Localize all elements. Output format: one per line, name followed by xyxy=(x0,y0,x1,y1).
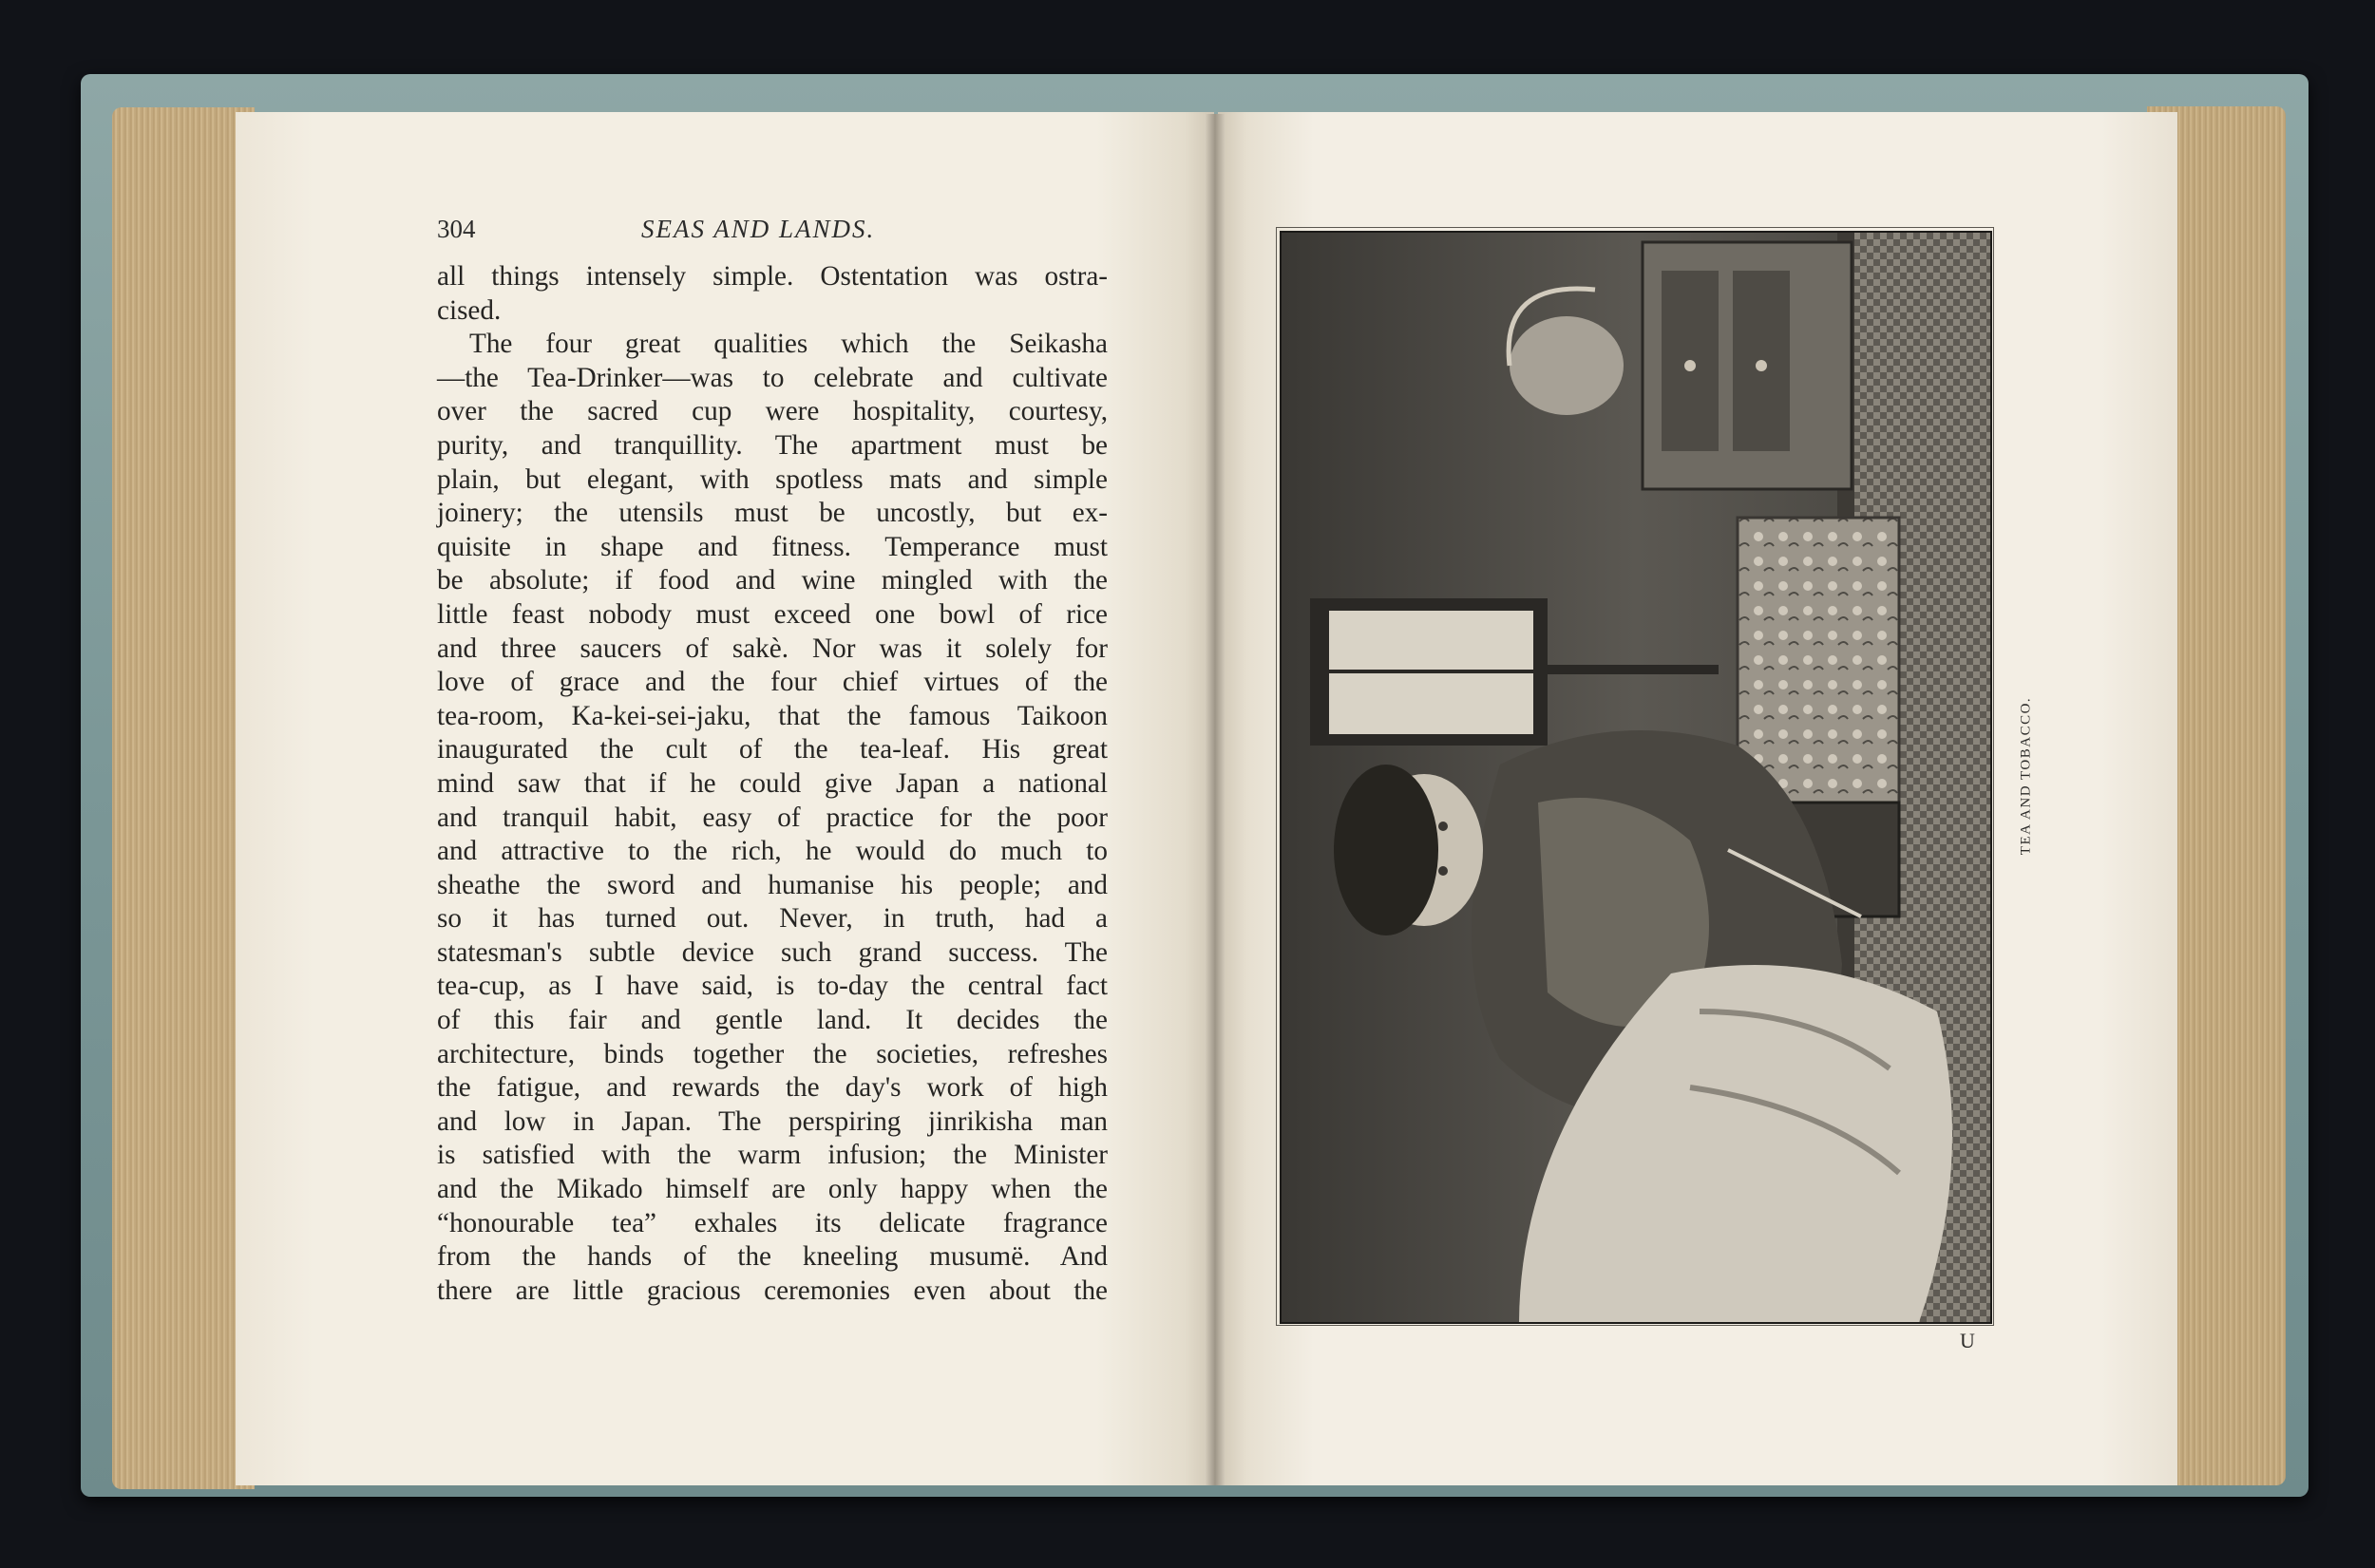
text-line: —the Tea-Drinker—was to celebrate and cultivate xyxy=(437,362,1108,393)
text-line: joinery; the utensils must be uncostly, but ex- xyxy=(437,498,1108,529)
text-line: little feast nobody must exceed one bowl of rice xyxy=(437,598,1108,630)
text-line: and attractive to the rich, he would do much to xyxy=(437,836,1108,867)
page-number: 304 xyxy=(437,215,476,243)
text-line: love of grace and the four chief virtues of the xyxy=(437,667,1108,698)
photographic-plate xyxy=(1280,231,1992,1324)
text-line: mind saw that if he could give Japan a national xyxy=(437,767,1108,799)
text-line: plain, but elegant, with spotless mats and simple xyxy=(437,463,1108,495)
text-line: and three saucers of sakè. Nor was it solely for xyxy=(437,633,1108,664)
text-line: sheathe the sword and humanise his people; and xyxy=(437,869,1108,900)
plate-caption: TEA AND TOBACCO. xyxy=(2018,696,2034,856)
text-line: of this fair and gentle land. It decides the xyxy=(437,1005,1108,1036)
text-line: be absolute; if food and wine mingled with the xyxy=(437,565,1108,596)
text-line: so it has turned out. Never, in truth, had a xyxy=(437,903,1108,935)
text-line: all things intensely simple. Ostentation was ostra- xyxy=(437,261,1108,292)
running-title: SEAS AND LANDS. xyxy=(641,215,876,243)
text-line: quisite in shape and fitness. Temperance must xyxy=(437,531,1108,562)
text-line: and the Mikado himself are only happy when the xyxy=(437,1174,1108,1205)
text-line: from the hands of the kneeling musumë. And xyxy=(437,1241,1108,1273)
text-line: architecture, binds together the societies, refreshes xyxy=(437,1038,1108,1069)
book-gutter xyxy=(1205,114,1226,1485)
text-line: statesman's subtle device such grand success. The xyxy=(437,936,1108,968)
text-line: is satisfied with the warm infusion; the Minister xyxy=(437,1140,1108,1171)
text-line: The four great qualities which the Seikasha xyxy=(469,329,1108,360)
text-line: there are little gracious ceremonies even about the xyxy=(437,1275,1108,1306)
text-line: and tranquil habit, easy of practice for the poor xyxy=(437,802,1108,833)
text-line: and low in Japan. The perspiring jinrikisha man xyxy=(437,1105,1108,1137)
running-head xyxy=(437,215,1102,253)
text-line: purity, and tranquillity. The apartment must be xyxy=(437,429,1108,461)
text-line: inaugurated the cult of the tea-leaf. His great xyxy=(437,734,1108,765)
text-line: tea-room, Ka-kei-sei-jaku, that the famous Taikoon xyxy=(437,700,1108,731)
body-text xyxy=(437,260,1108,1308)
text-line: “honourable tea” exhales its delicate fragrance xyxy=(437,1207,1108,1238)
text-line: the fatigue, and rewards the day's work of high xyxy=(437,1072,1108,1104)
text-line: cised. xyxy=(437,294,502,326)
text-line: tea-cup, as I have said, is to-day the central fact xyxy=(437,971,1108,1002)
left-page-edges xyxy=(112,107,255,1489)
text-line: over the sacred cup were hospitality, courtesy, xyxy=(437,396,1108,427)
plate-illustration xyxy=(1282,233,1990,1322)
signature-mark: U xyxy=(1960,1329,1975,1352)
